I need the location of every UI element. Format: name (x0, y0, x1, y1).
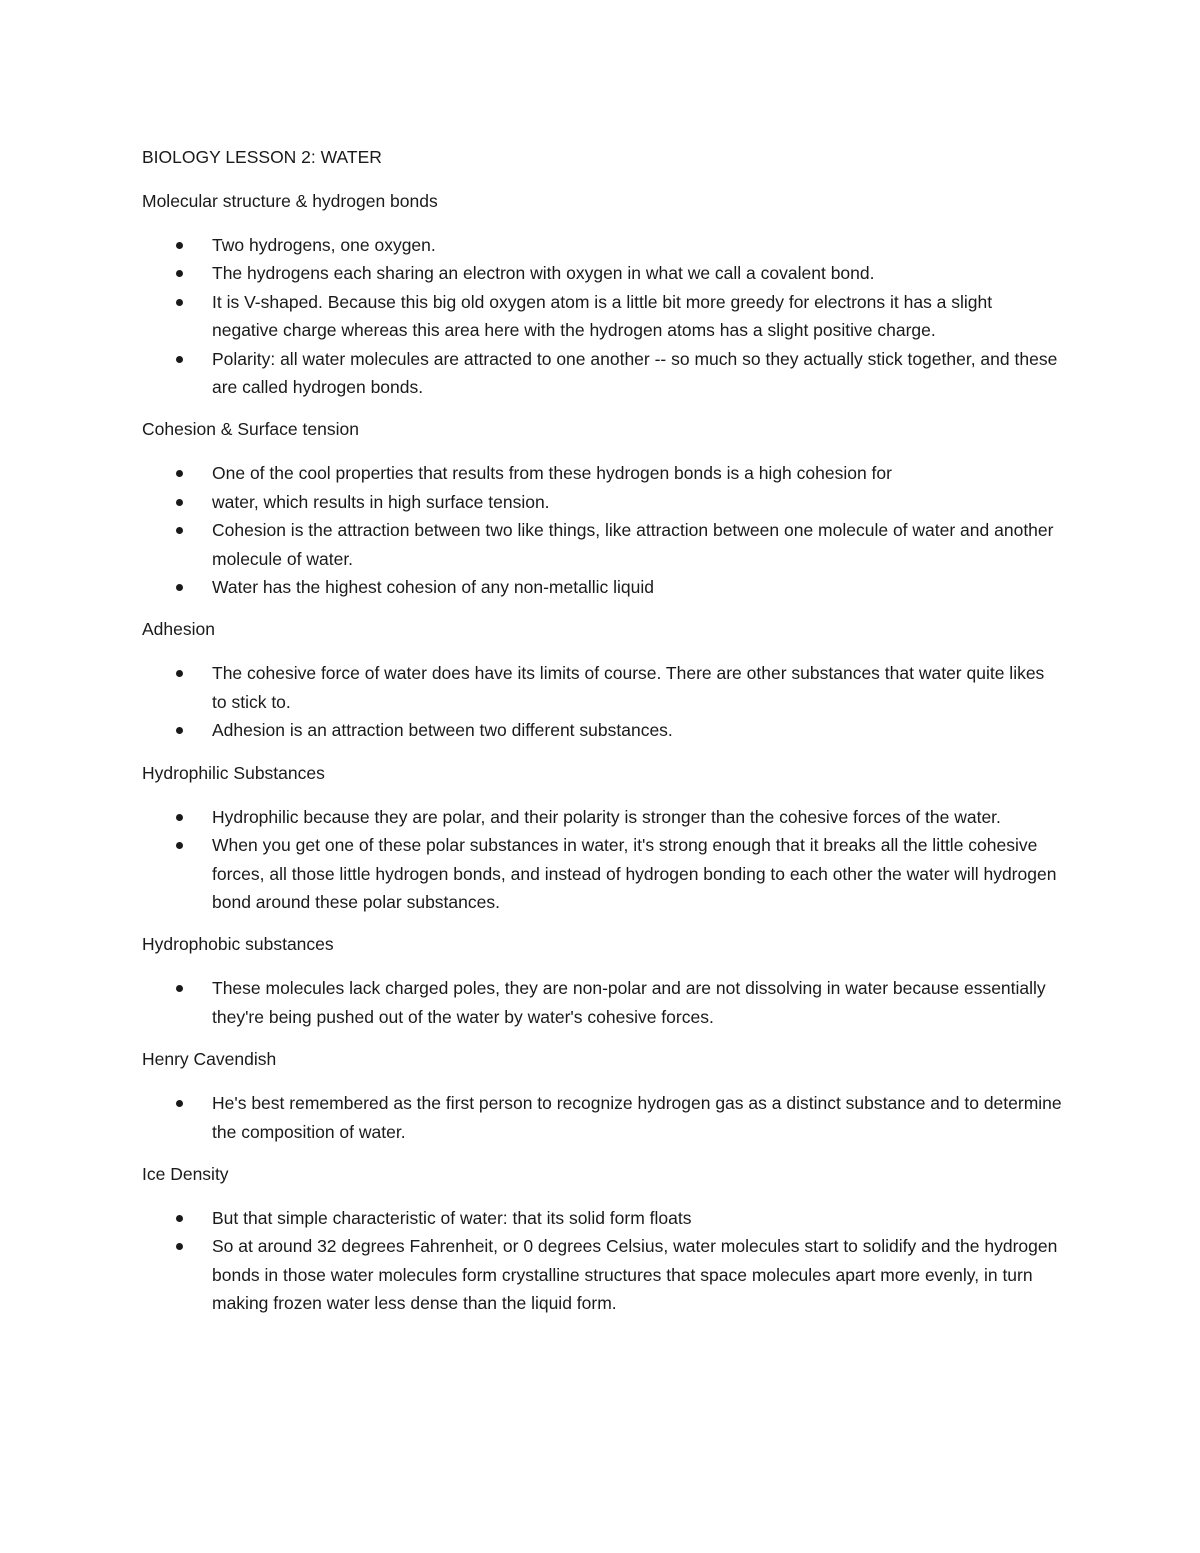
list-item-text: Polarity: all water molecules are attracted to one another -- so much so they actually stick together, and these are called hydrogen bonds. (212, 348, 1058, 398)
list-item (142, 345, 1062, 402)
bullet-list (142, 803, 1062, 917)
list-item-text: But that simple characteristic of water: that its solid form floats (212, 1207, 692, 1228)
document-title: BIOLOGY LESSON 2: WATER (142, 147, 382, 167)
bullet-icon (176, 985, 183, 992)
bullet-icon (176, 242, 183, 249)
list-item-text: water, which results in high surface tension. (212, 491, 550, 512)
list-item-text: It is V-shaped. Because this big old oxygen atom is a little bit more greedy for electrons it has a slight negative charge whereas this area here with the hydrogen atoms has a slight positive charge. (212, 291, 993, 341)
list-item-text: Adhesion is an attraction between two different substances. (212, 720, 673, 741)
bullet-icon (176, 1100, 183, 1107)
bullet-list (142, 231, 1062, 401)
section-hydrophobic (142, 932, 1062, 1031)
section-heading: Henry Cavendish (142, 1049, 277, 1070)
list-item (142, 1232, 1062, 1317)
list-item (142, 259, 1062, 287)
section-molecular-structure (142, 189, 1062, 401)
bullet-icon (176, 842, 183, 849)
list-item (142, 659, 1062, 716)
list-item (142, 573, 1062, 601)
list-item (142, 974, 1062, 1031)
bullet-list (142, 659, 1062, 744)
bullet-icon (176, 470, 183, 477)
bullet-list (142, 974, 1062, 1031)
bullet-icon (176, 670, 183, 677)
section-cohesion (142, 417, 1062, 601)
bullet-list (142, 1204, 1062, 1318)
list-item-text: When you get one of these polar substances in water, it's strong enough that it breaks all the little cohesive forces, all those little hydrogen bonds, and instead of hydrogen bonding to each other the water will hydrogen bond around these polar substances. (212, 835, 1057, 912)
bullet-icon (176, 499, 183, 506)
list-item (142, 716, 1062, 744)
section-adhesion (142, 617, 1062, 744)
section-heading: Adhesion (142, 619, 215, 640)
list-item-text: These molecules lack charged poles, they are non-polar and are not dissolving in water because essentially they're being pushed out of the water by water's cohesive forces. (212, 978, 1046, 1027)
list-item (142, 231, 1062, 259)
list-item (142, 1204, 1062, 1232)
bullet-icon (176, 814, 183, 821)
bullet-icon (176, 727, 183, 734)
list-item-text: Water has the highest cohesion of any non-metallic liquid (212, 577, 654, 598)
list-item (142, 831, 1062, 916)
list-item (142, 516, 1062, 573)
section-heading: Hydrophobic substances (142, 934, 334, 955)
bullet-list (142, 1089, 1062, 1146)
section-henry-cavendish (142, 1047, 1062, 1146)
list-item-text: One of the cool properties that results from these hydrogen bonds is a high cohesion for (212, 463, 892, 484)
document-page (142, 145, 1062, 1334)
bullet-icon (176, 527, 183, 534)
list-item-text: Hydrophilic because they are polar, and their polarity is stronger than the cohesive forces of the water. (212, 806, 1001, 827)
section-heading: Cohesion & Surface tension (142, 419, 359, 440)
section-hydrophilic (142, 761, 1062, 917)
section-ice-density (142, 1162, 1062, 1318)
list-item (142, 488, 1062, 516)
list-item-text: The hydrogens each sharing an electron with oxygen in what we call a covalent bond. (212, 263, 875, 284)
list-item (142, 1089, 1062, 1146)
bullet-icon (176, 1215, 183, 1222)
list-item-text: So at around 32 degrees Fahrenheit, or 0 degrees Celsius, water molecules start to solidify and the hydrogen bonds in those water molecules form crystalline structures that space molecules apart more evenly, in turn making frozen water less dense than the liquid form. (212, 1236, 1058, 1314)
bullet-list (142, 459, 1062, 601)
list-item-text: The cohesive force of water does have its limits of course. There are other substances that water quite likes to stick to. (212, 663, 1045, 712)
bullet-icon (176, 356, 183, 363)
bullet-icon (176, 584, 183, 591)
bullet-icon (176, 1243, 183, 1250)
list-item (142, 459, 1062, 487)
list-item (142, 288, 1062, 345)
bullet-icon (176, 270, 183, 277)
list-item-text: Two hydrogens, one oxygen. (212, 235, 436, 255)
list-item-text: Cohesion is the attraction between two like things, like attraction between one molecule of water and another molecule of water. (212, 520, 1054, 569)
section-heading: Hydrophilic Substances (142, 762, 325, 783)
section-heading: Ice Density (142, 1163, 229, 1184)
list-item (142, 803, 1062, 831)
list-item-text: He's best remembered as the first person to recognize hydrogen gas as a distinct substance and to determine the composition of water. (212, 1093, 1062, 1142)
bullet-icon (176, 299, 183, 306)
section-heading: Molecular structure & hydrogen bonds (142, 191, 438, 211)
